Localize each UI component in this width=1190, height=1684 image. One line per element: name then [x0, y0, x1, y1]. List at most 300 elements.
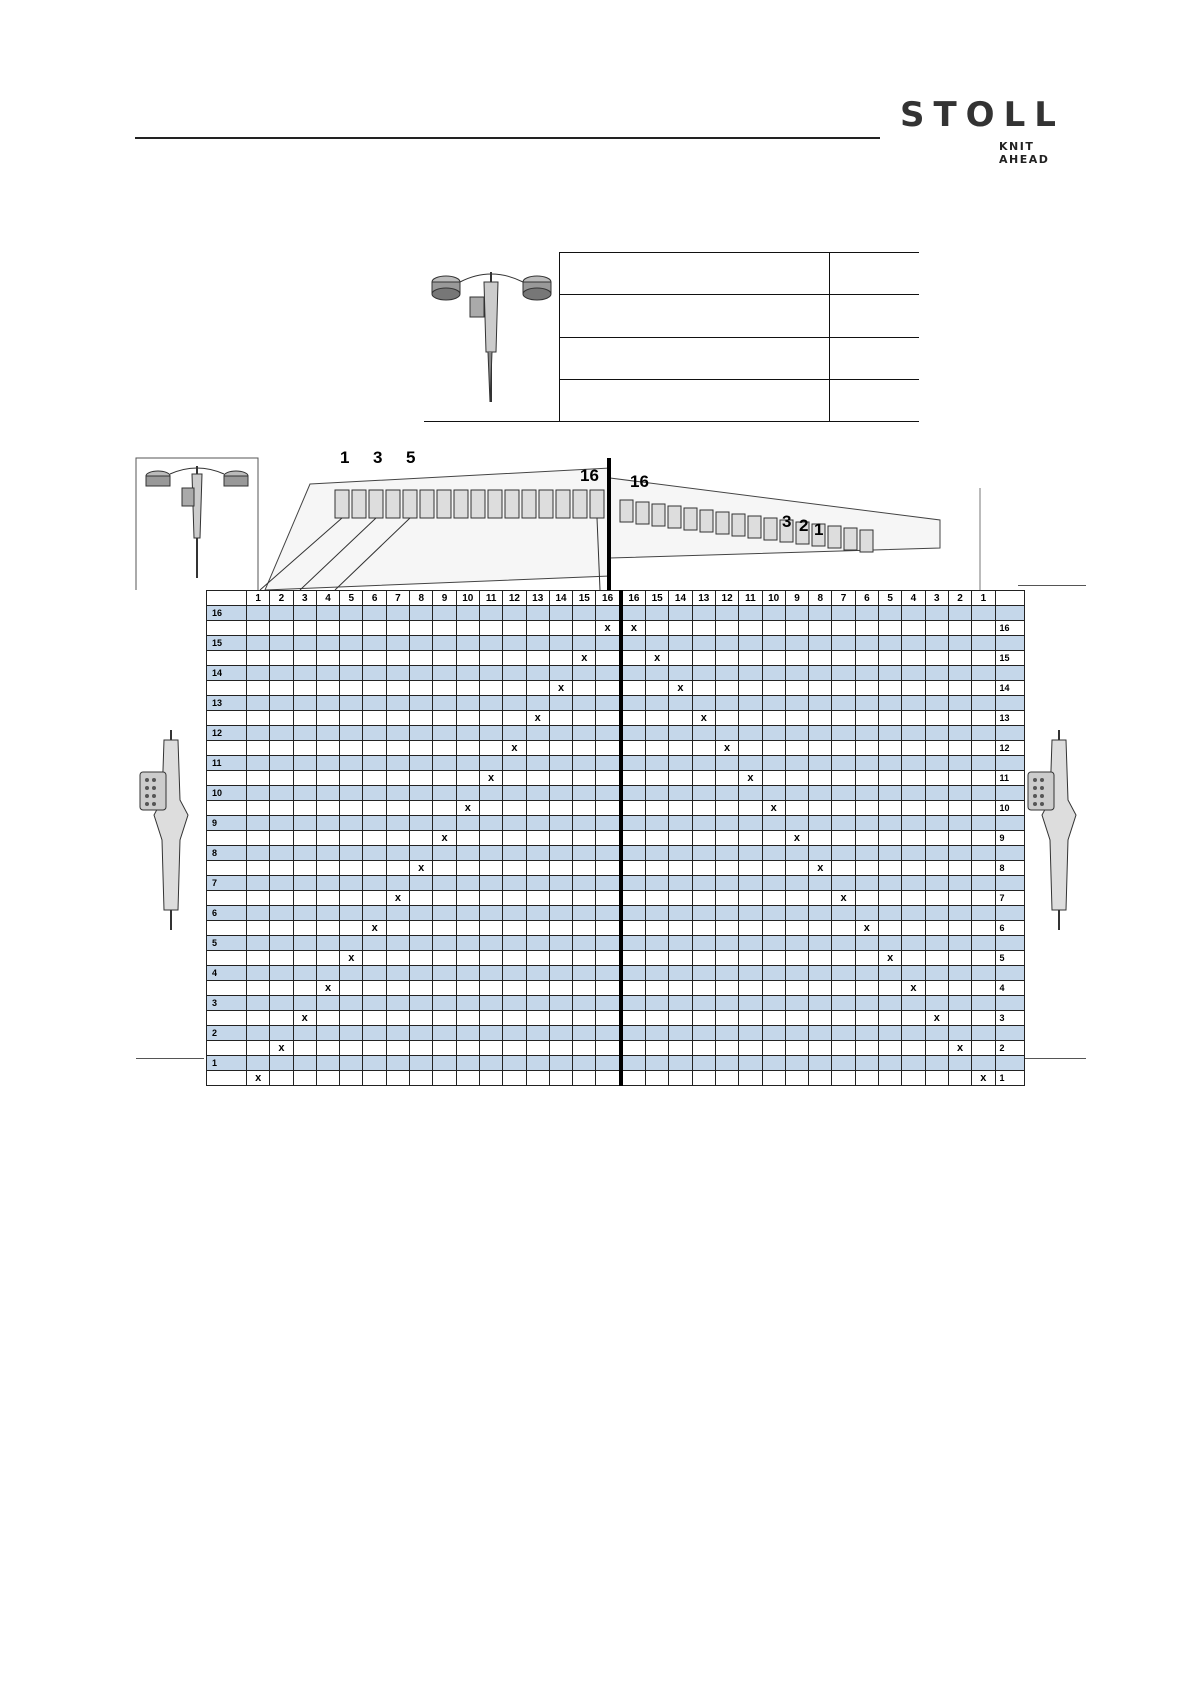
grid-cell [621, 966, 646, 981]
grid-cell [293, 666, 316, 681]
grid-cell [785, 846, 808, 861]
grid-cell [363, 651, 386, 666]
grid-cell [549, 906, 572, 921]
grid-cell [809, 1041, 832, 1056]
grid-cell [669, 606, 692, 621]
grid-cell [270, 906, 293, 921]
grid-cell [410, 996, 433, 1011]
grid-cell [549, 636, 572, 651]
column-header: 2 [948, 591, 971, 606]
grid-cell [247, 1011, 270, 1026]
grid-cell [762, 756, 785, 771]
grid-cell [526, 891, 549, 906]
grid-cell [762, 981, 785, 996]
grid-cell [785, 966, 808, 981]
grid-cell [410, 1071, 433, 1086]
grid-cell [762, 846, 785, 861]
grid-cell [621, 816, 646, 831]
grid-cell [646, 696, 669, 711]
grid-cell [596, 1011, 621, 1026]
grid-row-label [207, 606, 1025, 621]
machine-illustration [120, 448, 1090, 590]
grid-cell [316, 891, 339, 906]
grid-cell [972, 1011, 995, 1026]
grid-cell [879, 906, 902, 921]
grid-cell [948, 981, 971, 996]
grid-cell [809, 1011, 832, 1026]
grid-cell [809, 1056, 832, 1071]
grid-cell [692, 666, 715, 681]
grid-cell [247, 636, 270, 651]
logo-tagline: KNIT AHEAD [999, 140, 1050, 166]
grid-cell [948, 741, 971, 756]
row-label: 10 [207, 786, 247, 801]
grid-cell [433, 951, 456, 966]
grid-cell [596, 1056, 621, 1071]
grid-cell [410, 681, 433, 696]
grid-cell [573, 996, 596, 1011]
row-label: 15 [207, 636, 247, 651]
grid-cell [948, 846, 971, 861]
grid-cell [573, 981, 596, 996]
grid-cell [479, 1011, 502, 1026]
grid-cell [669, 801, 692, 816]
grid-cell [925, 951, 948, 966]
grid-cell [715, 621, 738, 636]
grid-cell [855, 621, 878, 636]
grid-cell [995, 906, 1024, 921]
grid-cell [433, 966, 456, 981]
row-label: 4 [207, 966, 247, 981]
row-label: 10 [995, 801, 1024, 816]
grid-cell [549, 846, 572, 861]
grid-cell [549, 876, 572, 891]
grid-cell [433, 801, 456, 816]
grid-cell [809, 981, 832, 996]
grid-cell [596, 1026, 621, 1041]
grid-cell [669, 756, 692, 771]
grid-cell [669, 861, 692, 876]
grid-cell [363, 726, 386, 741]
grid-cell [692, 651, 715, 666]
grid-cell [995, 606, 1024, 621]
grid-row-marks [207, 981, 1025, 996]
grid-cell [715, 681, 738, 696]
grid-cell [596, 936, 621, 951]
grid-cell [692, 846, 715, 861]
grid-cell [503, 1056, 526, 1071]
grid-cell [386, 816, 409, 831]
grid-cell [902, 636, 925, 651]
grid-cell [832, 756, 855, 771]
yarn-carrier-icon-left [136, 730, 206, 935]
grid-cell [646, 966, 669, 981]
row-label: 16 [995, 621, 1024, 636]
grid-cell [669, 1011, 692, 1026]
grid-cell [363, 936, 386, 951]
grid-cell [386, 621, 409, 636]
grid-cell [526, 876, 549, 891]
column-header: 14 [549, 591, 572, 606]
grid-cell [526, 606, 549, 621]
grid-cell [456, 831, 479, 846]
grid-cell [972, 876, 995, 891]
grid-cell [316, 771, 339, 786]
grid-cell [669, 771, 692, 786]
grid-cell [646, 816, 669, 831]
grid-cell [925, 636, 948, 651]
carrier-mark: x [715, 741, 738, 756]
grid-row-label [207, 666, 1025, 681]
grid-cell [646, 1071, 669, 1086]
grid-cell [549, 921, 572, 936]
grid-cell [809, 606, 832, 621]
grid-row-label [207, 636, 1025, 651]
grid-cell [433, 1056, 456, 1071]
grid-cell [902, 1011, 925, 1026]
row-label: 5 [995, 951, 1024, 966]
grid-cell [270, 726, 293, 741]
row-label: 11 [207, 756, 247, 771]
grid-cell [270, 1071, 293, 1086]
grid-cell [316, 681, 339, 696]
grid-cell [809, 621, 832, 636]
grid-cell [293, 966, 316, 981]
row-label: 12 [207, 726, 247, 741]
grid-cell [832, 666, 855, 681]
grid-cell [948, 906, 971, 921]
grid-cell [596, 711, 621, 726]
grid-cell [739, 1011, 762, 1026]
grid-cell [948, 726, 971, 741]
grid-cell [340, 711, 363, 726]
grid-cell [503, 876, 526, 891]
grid-cell [902, 756, 925, 771]
grid-cell [646, 606, 669, 621]
grid-cell [785, 1041, 808, 1056]
row-label: 8 [207, 846, 247, 861]
grid-cell [549, 606, 572, 621]
grid-cell [925, 876, 948, 891]
column-header: 10 [456, 591, 479, 606]
grid-cell [621, 906, 646, 921]
grid-cell [316, 711, 339, 726]
grid-cell [573, 681, 596, 696]
grid-cell [739, 891, 762, 906]
bed-label: 3 [373, 448, 383, 467]
grid-cell [855, 846, 878, 861]
grid-cell [340, 606, 363, 621]
grid-cell [785, 936, 808, 951]
grid-cell [503, 666, 526, 681]
grid-cell [692, 951, 715, 966]
grid-row-marks [207, 801, 1025, 816]
grid-cell [855, 876, 878, 891]
row-label: 1 [207, 1056, 247, 1071]
grid-cell [247, 1056, 270, 1071]
grid-cell [879, 1041, 902, 1056]
grid-cell [715, 891, 738, 906]
grid-cell [456, 756, 479, 771]
grid-cell [692, 741, 715, 756]
grid-cell [762, 1041, 785, 1056]
grid-cell [573, 906, 596, 921]
grid-cell [340, 861, 363, 876]
grid-cell [316, 636, 339, 651]
grid-cell [410, 621, 433, 636]
grid-cell [596, 981, 621, 996]
grid-cell [340, 1071, 363, 1086]
grid-cell [596, 996, 621, 1011]
grid-cell [340, 831, 363, 846]
grid-cell [621, 636, 646, 651]
grid-cell [410, 891, 433, 906]
grid-cell [995, 786, 1024, 801]
grid-row-marks [207, 951, 1025, 966]
grid-cell [549, 816, 572, 831]
grid-cell [433, 876, 456, 891]
grid-cell [386, 786, 409, 801]
grid-cell [316, 1041, 339, 1056]
grid-cell [995, 696, 1024, 711]
grid-cell [316, 816, 339, 831]
grid-cell [669, 651, 692, 666]
grid-cell [692, 756, 715, 771]
grid-cell [669, 621, 692, 636]
grid-cell [479, 636, 502, 651]
grid-cell [479, 1026, 502, 1041]
grid-cell [855, 1041, 878, 1056]
grid-cell [549, 801, 572, 816]
grid-cell [832, 1026, 855, 1041]
grid-cell [456, 726, 479, 741]
grid-cell [386, 906, 409, 921]
grid-cell [549, 951, 572, 966]
carrier-mark: x [410, 861, 433, 876]
grid-cell [386, 651, 409, 666]
grid-cell [832, 636, 855, 651]
grid-cell [646, 621, 669, 636]
grid-cell [621, 936, 646, 951]
grid-cell [270, 831, 293, 846]
grid-cell [809, 891, 832, 906]
grid-cell [621, 741, 646, 756]
grid-cell [503, 681, 526, 696]
grid-cell [270, 846, 293, 861]
grid-cell [456, 771, 479, 786]
grid-row-label [207, 756, 1025, 771]
grid-cell [762, 1071, 785, 1086]
grid-cell [692, 1011, 715, 1026]
grid-cell [692, 696, 715, 711]
column-header: 3 [925, 591, 948, 606]
grid-cell [621, 681, 646, 696]
grid-cell [809, 951, 832, 966]
grid-cell [832, 771, 855, 786]
grid-cell [832, 621, 855, 636]
grid-cell [669, 846, 692, 861]
grid-cell [972, 696, 995, 711]
grid-cell [925, 801, 948, 816]
grid-cell [549, 696, 572, 711]
grid-cell [902, 876, 925, 891]
grid-cell [479, 696, 502, 711]
grid-cell [247, 831, 270, 846]
grid-cell [809, 771, 832, 786]
grid-cell [596, 741, 621, 756]
grid-cell [832, 681, 855, 696]
grid-cell [247, 711, 270, 726]
column-header: 16 [596, 591, 621, 606]
grid-cell [621, 876, 646, 891]
grid-cell [316, 741, 339, 756]
grid-cell [785, 861, 808, 876]
grid-cell [293, 606, 316, 621]
carrier-mark: x [340, 951, 363, 966]
grid-cell [479, 861, 502, 876]
grid-cell [386, 606, 409, 621]
grid-cell [855, 786, 878, 801]
grid-cell [879, 876, 902, 891]
grid-cell [879, 966, 902, 981]
grid-cell [995, 876, 1024, 891]
grid-cell [479, 666, 502, 681]
grid-cell [526, 966, 549, 981]
grid-cell [596, 966, 621, 981]
grid-cell [316, 726, 339, 741]
grid-cell [692, 636, 715, 651]
grid-cell [879, 981, 902, 996]
carrier-mark: x [948, 1041, 971, 1056]
grid-cell [855, 966, 878, 981]
grid-cell [340, 741, 363, 756]
grid-cell [340, 981, 363, 996]
grid-cell [526, 921, 549, 936]
grid-cell [832, 1011, 855, 1026]
grid-cell [902, 681, 925, 696]
grid-cell [573, 726, 596, 741]
column-header: 5 [879, 591, 902, 606]
grid-cell [621, 891, 646, 906]
grid-cell [762, 951, 785, 966]
grid-cell [762, 651, 785, 666]
grid-cell [207, 921, 247, 936]
grid-cell [902, 711, 925, 726]
grid-cell [456, 921, 479, 936]
grid-cell [456, 891, 479, 906]
grid-cell [456, 966, 479, 981]
grid-cell [902, 771, 925, 786]
grid-cell [902, 936, 925, 951]
grid-cell [715, 936, 738, 951]
grid-cell [925, 936, 948, 951]
grid-cell [925, 651, 948, 666]
grid-cell [526, 981, 549, 996]
grid-cell [270, 786, 293, 801]
grid-cell [972, 966, 995, 981]
grid-cell [433, 696, 456, 711]
grid-cell [739, 1056, 762, 1071]
grid-cell [526, 1011, 549, 1026]
grid-cell [739, 861, 762, 876]
grid-cell [762, 936, 785, 951]
grid-cell [995, 636, 1024, 651]
row-label: 6 [995, 921, 1024, 936]
grid-cell [948, 936, 971, 951]
grid-cell [247, 666, 270, 681]
grid-cell [995, 816, 1024, 831]
grid-cell [621, 861, 646, 876]
grid-cell [948, 756, 971, 771]
grid-cell [855, 996, 878, 1011]
grid-cell [692, 621, 715, 636]
grid-cell [715, 1041, 738, 1056]
carrier-mark: x [692, 711, 715, 726]
grid-cell [340, 756, 363, 771]
grid-cell [739, 756, 762, 771]
column-header: 11 [479, 591, 502, 606]
grid-cell [410, 1056, 433, 1071]
grid-cell [207, 861, 247, 876]
grid-cell [715, 861, 738, 876]
grid-cell [247, 801, 270, 816]
grid-cell [948, 951, 971, 966]
grid-cell [363, 636, 386, 651]
grid-cell [503, 1011, 526, 1026]
row-label: 16 [207, 606, 247, 621]
grid-cell [270, 936, 293, 951]
grid-cell [692, 786, 715, 801]
grid-cell [247, 771, 270, 786]
grid-cell [270, 771, 293, 786]
grid-cell [293, 861, 316, 876]
grid-cell [739, 726, 762, 741]
grid-cell [972, 636, 995, 651]
grid-cell [809, 966, 832, 981]
grid-cell [879, 891, 902, 906]
carrier-mark: x [902, 981, 925, 996]
grid-cell [646, 711, 669, 726]
grid-cell [526, 621, 549, 636]
grid-cell [410, 1026, 433, 1041]
grid-cell [855, 801, 878, 816]
grid-cell [549, 1041, 572, 1056]
grid-cell [669, 1071, 692, 1086]
grid-cell [855, 651, 878, 666]
grid-cell [809, 726, 832, 741]
carrier-mark: x [386, 891, 409, 906]
row-label: 2 [995, 1041, 1024, 1056]
grid-cell [549, 1071, 572, 1086]
grid-cell [363, 606, 386, 621]
grid-cell [316, 606, 339, 621]
grid-cell [363, 861, 386, 876]
grid-cell [433, 891, 456, 906]
grid-cell [692, 966, 715, 981]
grid-cell [573, 846, 596, 861]
yarn-carrier-icon [424, 252, 559, 422]
grid-cell [948, 966, 971, 981]
yarn-carrier-icon-right [1024, 730, 1094, 935]
grid-cell [715, 816, 738, 831]
grid-cell [692, 891, 715, 906]
grid-cell [972, 891, 995, 906]
grid-cell [526, 786, 549, 801]
grid-cell [526, 861, 549, 876]
grid-cell [433, 1041, 456, 1056]
grid-cell [596, 651, 621, 666]
grid-cell [832, 831, 855, 846]
